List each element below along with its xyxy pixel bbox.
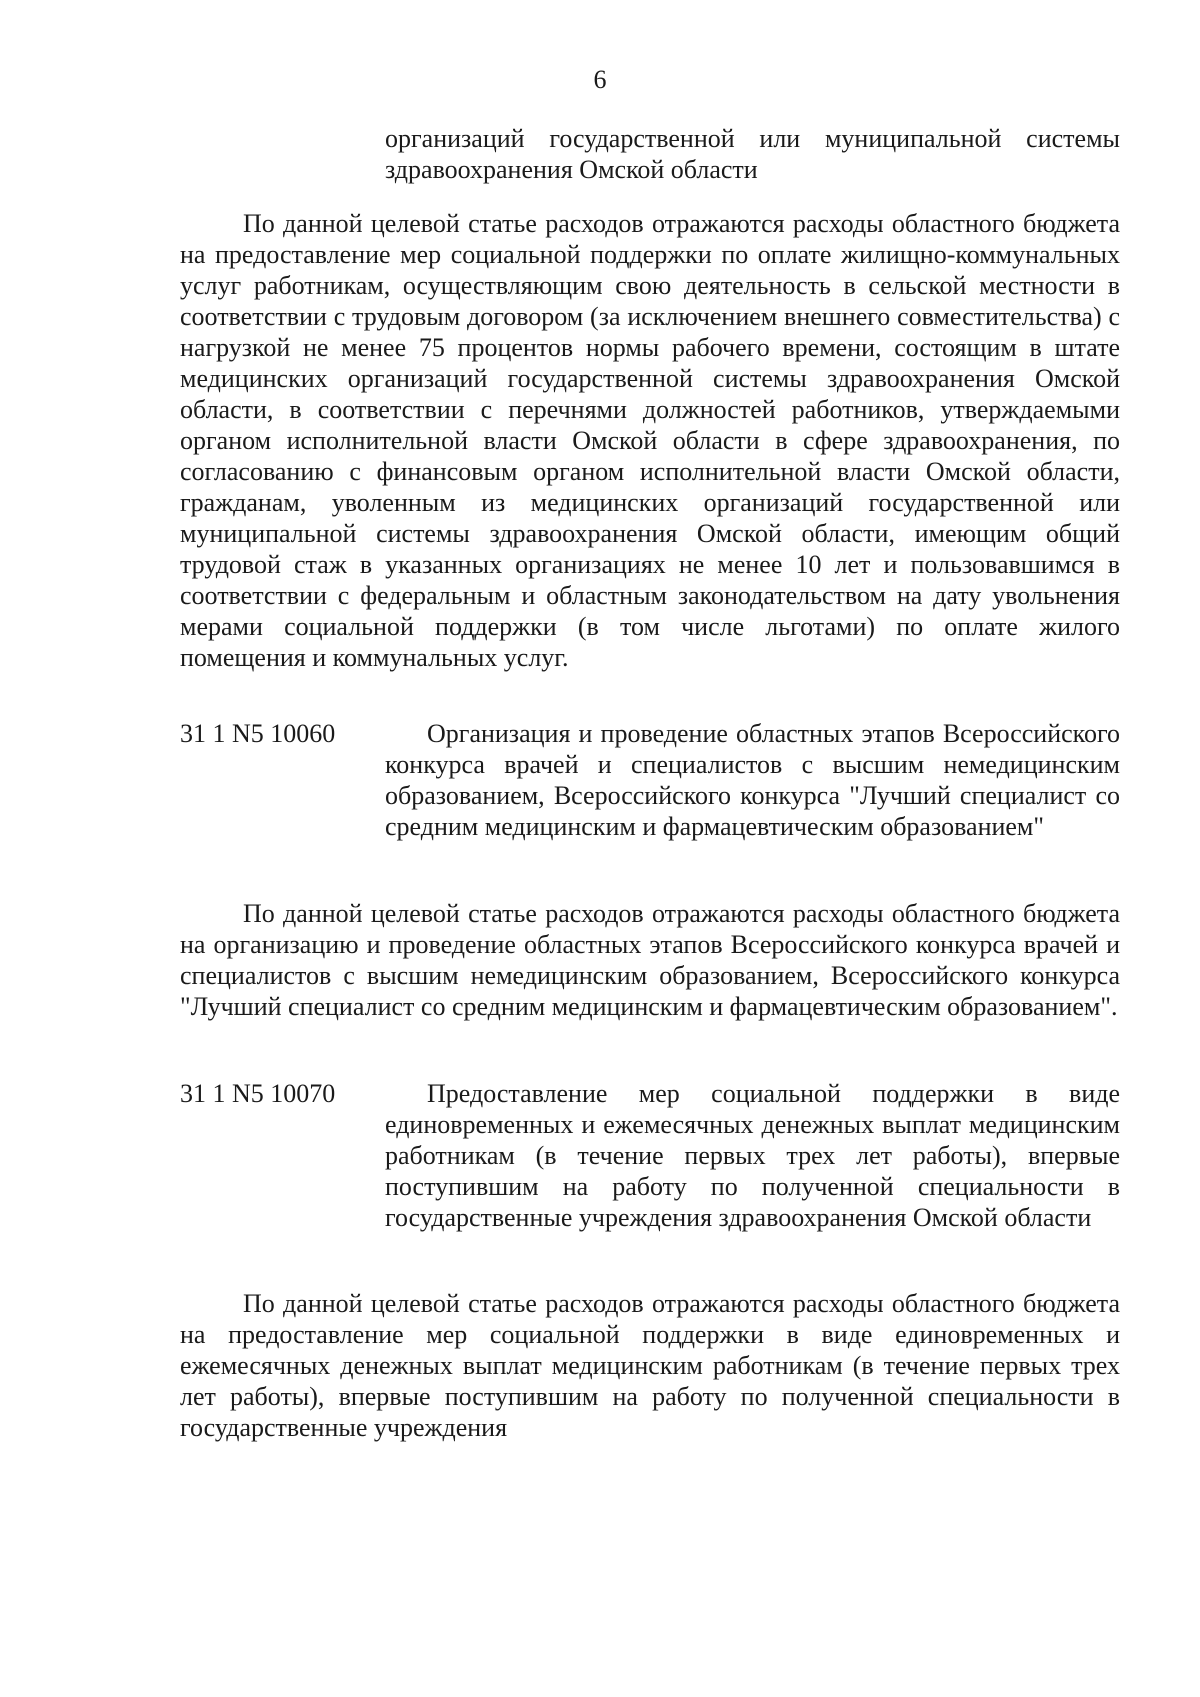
item-title-2: Предоставление мер социальной поддержки в виде единовременных и ежемесячных денежных выплат медицинским работникам (в течение первых трех лет работы), впервые поступившим на работу по полученной специальности в государственные учреждения здравоохранения Омской области <box>385 1079 1120 1232</box>
heading-continuation: организаций государственной или муниципальной системы здравоохранения Омской области <box>385 124 1120 184</box>
paragraph-2: По данной целевой статье расходов отражаются расходы областного бюджета на организацию и проведение областных этапов Всероссийского конкурса врачей и специалистов с высшим немедицинским образованием, Всероссийского конкурса "Лучший специалист со средним медицинским и фармацевтическим образованием". <box>180 899 1120 1021</box>
paragraph-1: По данной целевой статье расходов отражаются расходы областного бюджета на предоставление мер социальной поддержки по оплате жилищно-коммунальных услуг работникам, осуществляющим свою деятельность в сельской местности в соответствии с трудовым договором (за исключением внешнего совместительства) с нагрузкой не менее 75 процентов нормы рабочего времени, состоящим в штате медицинских организаций государственной системы здравоохранения Омской области, в соответствии с перечнями должностей работников, утверждаемыми органом исполнительной власти Омской области в сфере здравоохранения, по согласованию с финансовым органом исполнительной власти Омской области, гражданам, уволенным из медицинских организаций государственной или муниципальной системы здравоохранения Омской области, имеющим общий трудовой стаж в указанных организациях не менее 10 лет и пользовавшимся в соответствии с федеральным и областным законодательством на дату увольнения мерами социальной поддержки (в том числе льготами) по оплате жилого помещения и коммунальных услуг. <box>180 209 1120 672</box>
item-title-1: Организация и проведение областных этапов Всероссийского конкурса врачей и специалистов с высшим немедицинским образованием, Всероссийского конкурса "Лучший специалист со средним медицинским и фармацевтическим образованием" <box>385 719 1120 841</box>
item-code-1: 31 1 N5 10060 <box>180 719 336 748</box>
item-code-2: 31 1 N5 10070 <box>180 1079 336 1108</box>
page-number: 6 <box>593 65 607 94</box>
paragraph-3: По данной целевой статье расходов отражаются расходы областного бюджета на предоставление мер социальной поддержки в виде единовременных и ежемесячных денежных выплат медицинским работникам (в течение первых трех лет работы), впервые поступившим на работу по полученной специальности в государственные учреждения <box>180 1289 1120 1442</box>
